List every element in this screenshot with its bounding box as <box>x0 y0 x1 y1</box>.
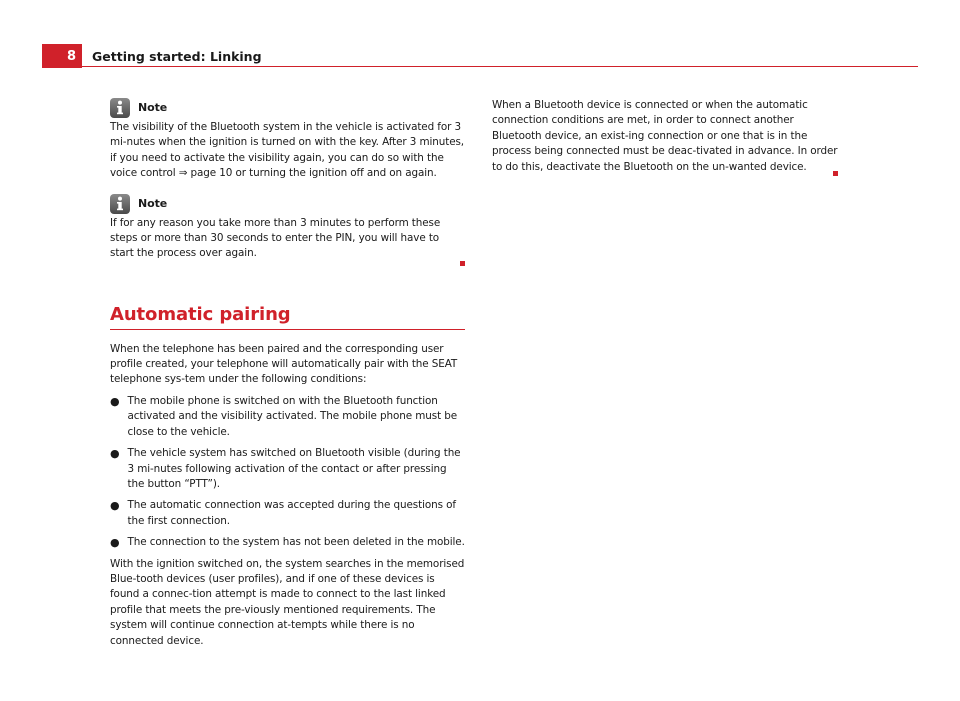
bullet-icon: ● <box>110 499 120 513</box>
info-icon <box>110 194 130 214</box>
end-square-icon <box>460 261 465 266</box>
bullet-icon: ● <box>110 394 120 408</box>
note-text: The visibility of the Bluetooth system in the vehicle is activated for 3 mi-nutes when the ignition is turned on with the key. After 3 minutes, if you need to activate the visibility again, you can do so with the voice control ⇒ page 10 or turning the ignition off and on again. <box>110 121 465 180</box>
end-square-icon <box>833 171 838 176</box>
right-paragraph: When a Bluetooth device is connected or when the automatic connection conditions are met, in order to connect another Bluetooth device, an exist-ing connection or one that is in the process being connected must be deac-tivated in advance. In order to do this, deactivate the Bluetooth on the un-wanted device. <box>492 99 838 173</box>
right-column <box>492 98 838 181</box>
list-item <box>110 535 465 550</box>
section-title: Automatic pairing <box>110 307 465 329</box>
note-heading <box>110 194 465 214</box>
list-item-text: The mobile phone is switched on with the Bluetooth function activated and the visibility activated. The mobile phone must be close to the vehicle. <box>127 394 458 438</box>
bullet-icon: ● <box>110 447 120 461</box>
list-item <box>110 446 465 492</box>
list-item-text: The connection to the system has not been deleted in the mobile. <box>127 536 465 549</box>
bullet-icon: ● <box>110 536 120 550</box>
left-column <box>110 98 465 649</box>
list-item-text: The vehicle system has switched on Bluetooth visible (during the 3 mi-nutes following activation of the contact or after pressing the button “PTT”). <box>127 447 461 490</box>
page-number: 8 <box>42 44 82 68</box>
list-item <box>110 498 465 529</box>
page-header-title: Getting started: Linking <box>92 49 262 64</box>
note-label: Note <box>138 196 168 210</box>
closing-paragraph: With the ignition switched on, the system searches in the memorised Blue-tooth devices (user profiles), and if one of these devices is found a connec-tion attempt is made to connect to the last linked profile that meets the pre-viously mentioned requirements. The system will continue connection at-tempts while there is no connected device. <box>110 557 465 647</box>
note-text-content: If for any reason you take more than 3 minutes to perform these steps or more than 30 seconds to enter the PIN, you will have to start the process over again. <box>110 216 441 260</box>
note-heading <box>110 98 465 118</box>
note-label: Note <box>138 101 168 115</box>
header-divider <box>82 66 918 67</box>
intro-paragraph: When the telephone has been paired and the corresponding user profile created, your telephone will automatically pair with the SEAT telephone sys-tem under the following conditions: <box>110 342 458 386</box>
info-icon <box>110 98 130 118</box>
list-item-text: The automatic connection was accepted during the questions of the first connection. <box>127 499 456 527</box>
list-item <box>110 394 465 440</box>
